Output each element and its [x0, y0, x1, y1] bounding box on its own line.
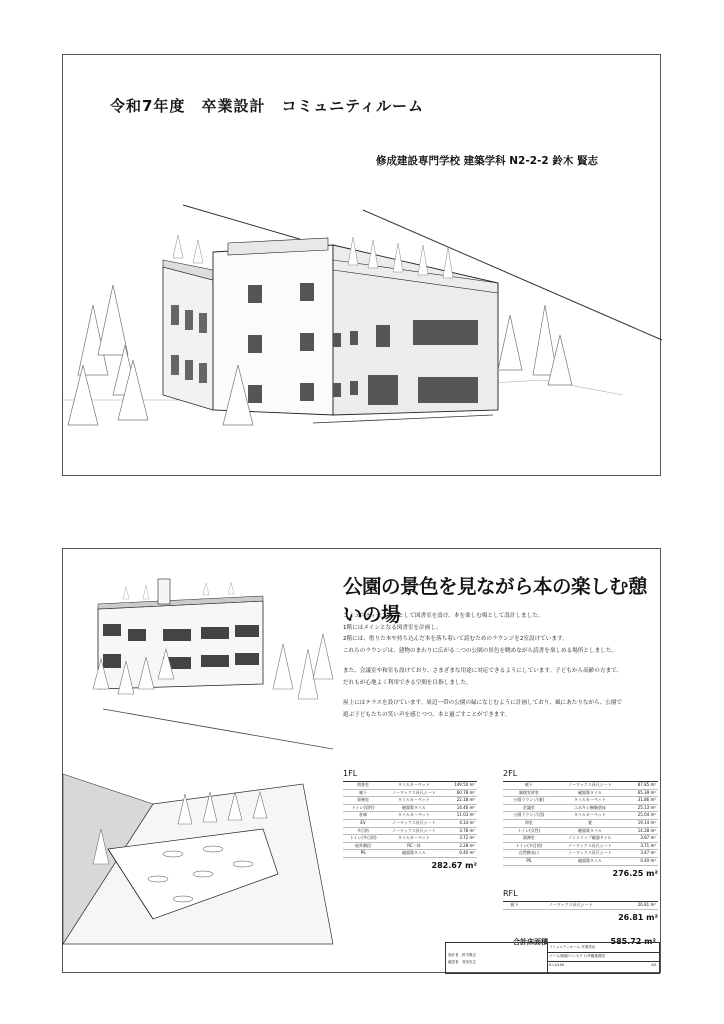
- room-area: 31.86 m²: [625, 797, 658, 805]
- area-row: [343, 804, 477, 812]
- room-area: 25.13 m²: [625, 804, 658, 812]
- room-area: 25.04 m²: [625, 812, 658, 820]
- concept-paragraph: 1階にはメインとなる図書室を計画し、: [343, 624, 442, 631]
- area-row: [503, 827, 658, 835]
- room-area: 19.14 m²: [625, 819, 658, 827]
- floor-material: ノーワックス長尺シート: [555, 850, 625, 858]
- floor-material: ノーワックス長尺シート: [555, 782, 625, 790]
- floor-material: タイルカーペット: [383, 812, 445, 820]
- area-row: [343, 827, 477, 835]
- area-row: [343, 797, 477, 805]
- room-area: 3.87 m²: [625, 835, 658, 843]
- concept-paragraph: 遊ぶ子どもたちの笑い声を感じつつ、本と過ごすことができます。: [343, 711, 511, 718]
- grand-total-label: 合計床面積: [513, 938, 548, 946]
- exterior-perspective-small: [63, 549, 333, 719]
- area-row: [503, 835, 658, 843]
- area-row: [503, 902, 658, 910]
- area-row: [503, 797, 658, 805]
- room-name: 屋外階段: [343, 842, 383, 850]
- area-row: [503, 804, 658, 812]
- area-table-rfl: [503, 889, 658, 922]
- floor-material: タイルカーペット: [555, 797, 625, 805]
- floor-material: タイルカーペット: [383, 782, 445, 790]
- room-name: 図書室: [343, 782, 383, 790]
- floor-material: ユポキシ樹脂塗床: [555, 804, 625, 812]
- floor-total: 282.67 m²: [431, 860, 477, 870]
- project-name: コミュニティルーム 卒業設計: [547, 943, 659, 953]
- floor-material: RC一体: [383, 842, 445, 850]
- room-name: EV: [343, 819, 383, 827]
- floor-material: タイルカーペット: [383, 797, 445, 805]
- floor-material: 畳: [555, 819, 625, 827]
- area-table-1fl: [343, 769, 477, 870]
- area-row: [503, 782, 658, 790]
- area-row: [503, 819, 658, 827]
- floor-material: 磁器質タイル: [383, 850, 445, 858]
- room-name: 自然換気口: [503, 850, 555, 858]
- room-name: トイレ(男性): [343, 804, 383, 812]
- concept-paragraph: これらのラウンジは、建物のまわりに広がる二つの公園の景色を眺めながら読書を楽しめる場所としました。: [343, 647, 617, 654]
- sheet-cover: [62, 54, 661, 476]
- room-name: 調理実習室: [503, 789, 555, 797]
- room-name: トイレ(多目的): [503, 842, 555, 850]
- room-name: トイレ(多目的): [343, 835, 383, 843]
- floor-material: ノーワックス長尺シート: [383, 827, 445, 835]
- room-name: 廊下: [503, 902, 526, 910]
- project-title: 令和7年度 卒業設計 コミュニティルーム: [110, 97, 424, 115]
- room-name: トイレ(女性): [503, 827, 555, 835]
- floor-label: RFL: [503, 889, 518, 898]
- room-name: 事務室: [343, 797, 383, 805]
- floor-label: 2FL: [503, 769, 518, 778]
- room-name: 会議室: [503, 804, 555, 812]
- room-name: 廊下: [503, 782, 555, 790]
- concept-paragraph: だれもが心地よく利用できる空間を目指しました。: [343, 679, 472, 686]
- author-line: 修成建設専門学校 建築学科 N2-2-2 鈴木 賢志: [375, 155, 598, 167]
- floor-material: 磁器質タイル: [555, 789, 625, 797]
- concept-paragraph: 2階には、借りた本や持ち込んだ本を落ち着いて読むためのラウンジを2室設けています。: [343, 636, 568, 642]
- area-row: [503, 850, 658, 858]
- room-area: 65.39 m²: [625, 789, 658, 797]
- roof-terrace-perspective: [63, 754, 333, 944]
- area-row: [503, 789, 658, 797]
- floor-material: 磁器質タイル: [555, 857, 625, 865]
- room-name: PS: [343, 850, 383, 858]
- floor-material: タイルカーペット: [383, 835, 445, 843]
- room-area: 60.78 m²: [445, 789, 477, 797]
- concept-paragraph: コミュニティセンターとして図書室を設け、本を楽しむ場として設計しました。: [343, 613, 544, 619]
- room-area: 2.28 m²: [445, 842, 477, 850]
- floor-total: 26.81 m²: [618, 912, 658, 922]
- room-area: 87.85 m²: [625, 782, 658, 790]
- sheet-concept: [62, 548, 661, 973]
- area-table-2fl: [503, 769, 658, 878]
- area-row: [503, 812, 658, 820]
- floor-material: ノーワックス長尺シート: [526, 902, 616, 910]
- room-area: 4.14 m²: [445, 819, 477, 827]
- room-area: 3.71 m²: [625, 842, 658, 850]
- floor-material: ノーワックス長尺シート: [383, 819, 445, 827]
- room-area: 3.78 m²: [445, 827, 477, 835]
- concept-heading: 公園の景色を見ながら本の楽しむ憩いの場: [343, 575, 648, 626]
- area-row: [503, 857, 658, 865]
- floor-material: 磁器質タイル: [555, 827, 625, 835]
- area-row: [343, 842, 477, 850]
- room-name: 湯沸室: [503, 835, 555, 843]
- room-name: 廊下: [343, 789, 383, 797]
- area-row: [343, 789, 477, 797]
- floor-label: 1FL: [343, 769, 358, 778]
- area-row: [343, 835, 477, 843]
- area-row: [503, 842, 658, 850]
- floor-material: 磁器質タイル: [383, 804, 445, 812]
- concept-paragraph: 屋上にはテラスを設けています。周辺一帯の公園の緑になじむように計画しており、風にあたりながら、公園で: [343, 700, 623, 706]
- room-area: 0.40 m²: [625, 857, 658, 865]
- floor-material: ノーワックス長尺シート: [383, 789, 445, 797]
- area-row: [343, 782, 477, 790]
- room-area: 26.81 m²: [616, 902, 658, 910]
- floor-material: タイルカーペット: [555, 812, 625, 820]
- title-block: [445, 942, 660, 974]
- room-name: PS: [503, 857, 555, 865]
- room-name: 公園ラウンジ(東): [503, 797, 555, 805]
- area-row: [343, 812, 477, 820]
- concept-paragraph: また、会議室や和室も設けており、さまざまな用途に対応できるようにしています。子どもから高齢の方まで、: [343, 668, 623, 674]
- room-area: 149.50 m²: [445, 782, 477, 790]
- room-area: 11.03 m²: [445, 812, 477, 820]
- exterior-perspective-drawing: [63, 55, 662, 477]
- room-area: 0.40 m²: [445, 850, 477, 858]
- room-name: 多目的: [343, 827, 383, 835]
- scale: S=1/100: [549, 963, 565, 967]
- room-name: 公園ラウンジ(西): [503, 812, 555, 820]
- concept-text: [343, 611, 663, 721]
- room-area: 3.47 m²: [625, 850, 658, 858]
- floor-total: 276.25 m²: [612, 868, 658, 878]
- room-area: 14.28 m²: [625, 827, 658, 835]
- grand-total-value: 585.72 m²: [610, 937, 656, 946]
- floor-material: ノーワックス長尺シート: [555, 842, 625, 850]
- room-name: 和室: [503, 819, 555, 827]
- floor-material: ノンスリップ磁器タイル: [555, 835, 625, 843]
- room-area: 3.72 m²: [445, 835, 477, 843]
- room-area: 22.18 m²: [445, 797, 477, 805]
- designer: 設計者 鈴木賢志: [448, 953, 476, 957]
- room-area: 14.46 m²: [445, 804, 477, 812]
- drawing-name: パース/面積/コンセプト/外観透視図: [547, 952, 659, 962]
- area-row: [343, 850, 477, 858]
- checker: 確認者 香田先生: [448, 960, 476, 964]
- area-row: [343, 819, 477, 827]
- sheet-number: A3: [651, 963, 656, 967]
- room-name: 倉庫: [343, 812, 383, 820]
